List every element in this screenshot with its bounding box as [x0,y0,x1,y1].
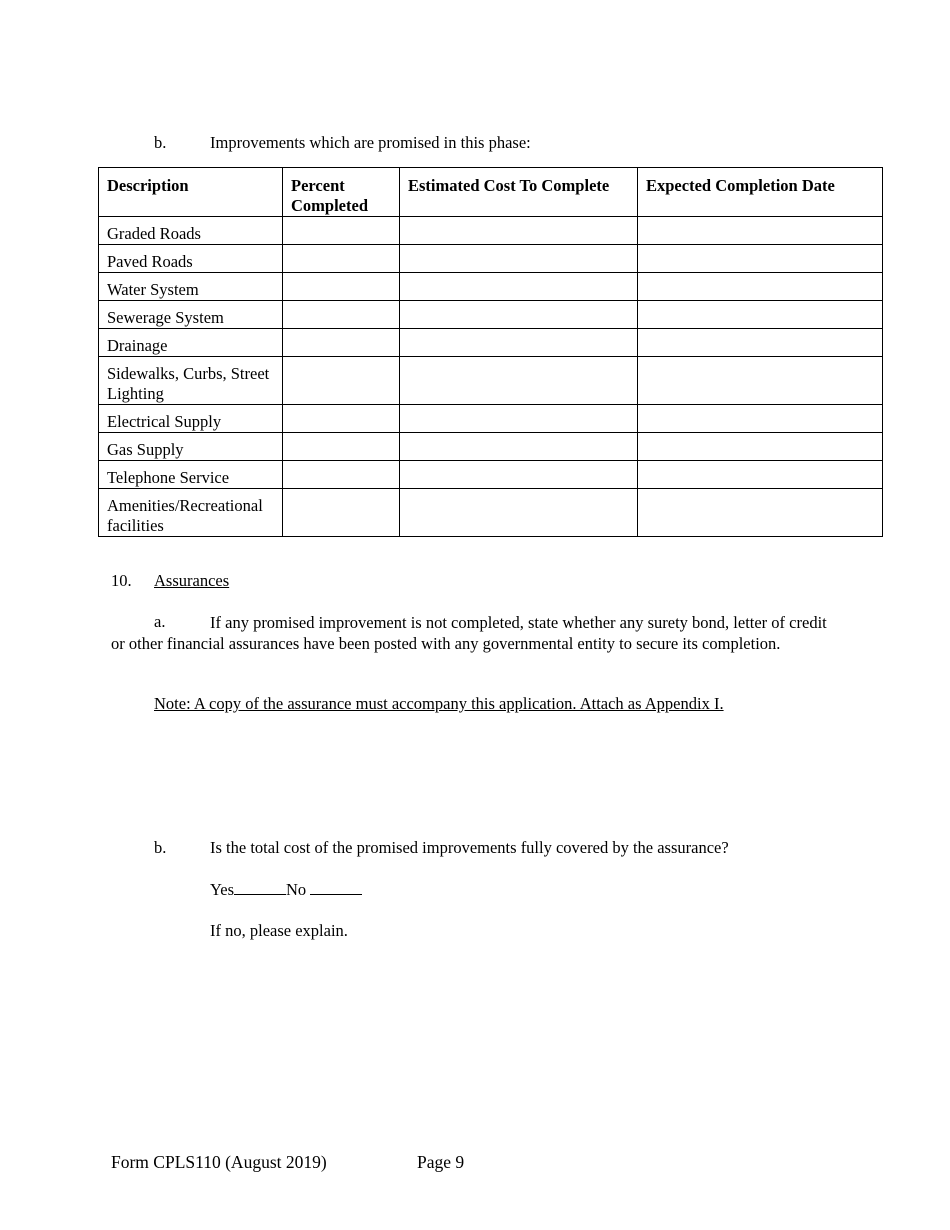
percent-cell[interactable] [283,461,400,489]
table-row [99,329,883,357]
table-row [99,461,883,489]
row-description: Gas Supply [99,433,283,461]
no-blank[interactable] [310,879,362,895]
table-row [99,405,883,433]
section-10-title: Assurances [154,571,230,590]
table-row [99,357,883,405]
percent-cell[interactable] [283,357,400,405]
row-description: Water System [99,273,283,301]
footer-form-id: Form CPLS110 (August 2019) [111,1152,327,1172]
section-10-number: 10. [111,571,132,590]
row-description: Amenities/Recreational facilities [99,489,283,537]
percent-cell[interactable] [283,217,400,245]
section-10a-label: a. [154,612,166,631]
row-description: Graded Roads [99,217,283,245]
header-description: Description [99,168,283,217]
row-description: Sewerage System [99,301,283,329]
cost-cell[interactable] [400,405,638,433]
table-row [99,489,883,537]
percent-cell[interactable] [283,489,400,537]
percent-cell[interactable] [283,405,400,433]
date-cell[interactable] [638,433,883,461]
date-cell[interactable] [638,405,883,433]
cost-cell[interactable] [400,217,638,245]
yes-label: Yes [210,880,235,899]
date-cell[interactable] [638,245,883,273]
no-label: No [286,880,307,899]
date-cell[interactable] [638,489,883,537]
percent-cell[interactable] [283,329,400,357]
date-cell[interactable] [638,329,883,357]
assurance-note: Note: A copy of the assurance must accompany this application. Attach as Appendix I. [154,694,724,713]
table-header-row [99,168,883,217]
row-description: Paved Roads [99,245,283,273]
cost-cell[interactable] [400,357,638,405]
section-9b-label: b. [154,133,167,152]
date-cell[interactable] [638,301,883,329]
yes-no-line [210,879,362,900]
cost-cell[interactable] [400,273,638,301]
date-cell[interactable] [638,461,883,489]
section-10b-question: Is the total cost of the promised improvements fully covered by the assurance? [210,838,729,857]
date-cell[interactable] [638,273,883,301]
cost-cell[interactable] [400,301,638,329]
row-description: Drainage [99,329,283,357]
table-row [99,301,883,329]
cost-cell[interactable] [400,245,638,273]
row-description: Electrical Supply [99,405,283,433]
percent-cell[interactable] [283,433,400,461]
header-percent-completed: Percent Completed [283,168,400,217]
header-expected-date: Expected Completion Date [638,168,883,217]
section-10a-text: If any promised improvement is not completed, state whether any surety bond, letter of credit or other financial assurances have been posted with any governmental entity to secure its completion. [111,613,827,653]
cost-cell[interactable] [400,433,638,461]
table-row [99,245,883,273]
table-row [99,433,883,461]
yes-blank[interactable] [234,879,286,895]
date-cell[interactable] [638,357,883,405]
table-row [99,273,883,301]
row-description: Telephone Service [99,461,283,489]
header-estimated-cost: Estimated Cost To Complete [400,168,638,217]
percent-cell[interactable] [283,245,400,273]
date-cell[interactable] [638,217,883,245]
cost-cell[interactable] [400,329,638,357]
percent-cell[interactable] [283,301,400,329]
percent-cell[interactable] [283,273,400,301]
cost-cell[interactable] [400,489,638,537]
cost-cell[interactable] [400,461,638,489]
table-row [99,217,883,245]
section-9b-heading: Improvements which are promised in this phase: [210,133,531,152]
explain-prompt: If no, please explain. [210,921,348,940]
section-10b-label: b. [154,838,167,857]
row-description: Sidewalks, Curbs, Street Lighting [99,357,283,405]
improvements-table [98,167,883,537]
footer-page-number: Page 9 [417,1152,465,1172]
